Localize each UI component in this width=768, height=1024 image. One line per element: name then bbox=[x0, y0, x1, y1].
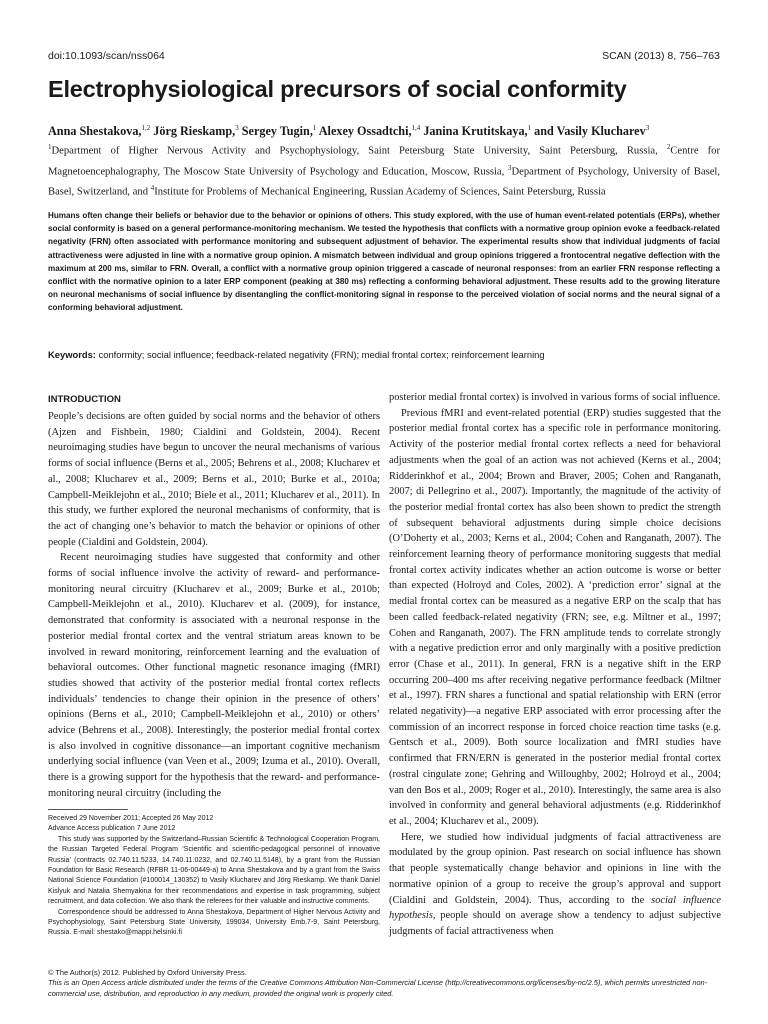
footnote-divider bbox=[48, 809, 128, 810]
copyright-line: © The Author(s) 2012. Published by Oxford University Press. bbox=[48, 968, 247, 977]
correspondence-note: Correspondence should be addressed to Anna Shestakova, Department of Higher Nervous Activity and Psychophysiology, Saint Petersburg State University, 199034, University Emb.7-9, Saint Petersburg, Russia. E-mail: shestako@mappi.helsinki.fi bbox=[48, 908, 380, 937]
paragraph: Previous fMRI and event-related potential (ERP) studies suggested that the posterior medial frontal cortex has a specific role in performance monitoring. Activity of the posterior medial frontal cortex reflects a need for behavioral adjustments when the goal of an action was not achieved (Kerns et al., 2004; Ridderinkhof et al., 2004; Brown and Braver, 2005; Cohen and Ranganath, 2007; di Pellegrino et al., 2007). Importantly, the magnitude of the activity of the posterior medial frontal cortex has also been shown to predict the strength of subsequent behavioral adjustments during simple choice decisions (O’Doherty et al., 2003; Kerns et al., 2004; Cohen and Ranganath, 2007). The reinforcement learning theory of performance monitoring suggests that medial frontal cortex activity indicates whether an action outcome is worse or better than expected (Holroyd and Coles, 2002). A ‘prediction error’ signal at the medial frontal cortex can be measured as a negative ERP on the scalp that has been called feedback-related negativity (FRN; see, e.g. Miltner et al., 1997; Cohen and Ranganath, 2007). The FRN amplitude tends to correlate strongly with a negative prediction error and only marginally with a positive prediction error (Chase et al., 2011). In general, FRN is a negative shift in the ERP occurring 200–400 ms after receiving negative performance feedback (Miltner et al., 1997). FRN shares a functional and spatial relationship with ERN (error related negativity)—a negative ERP associated with error processing after the commission of an incorrect response in forced choice reaction time tasks (e.g. Gentsch et al., 2009). Both source localization and fMRI studies have confirmed that FRN/ERN is generated in the posterior medial frontal cortex (rostral cingulate zone; Gehring and Willoughby, 2002; Holroyd et al., 2004; van den Bos et al., 2009; Roger et al., 2010). Interestingly, the same area is also involved in conformity and general behavioral adjustments (e.g. Ridderinkhof et al., 2004; Klucharev et al., 2009). bbox=[389, 407, 721, 827]
license-text: This is an Open Access article distributed under the terms of the Creative Commons Attribution Non-Commercial License (http://creativecommons.org/licenses/by-nc/2.5), which permits unrestricted non-commercial use, distribution, and reproduction in any medium, provided the original work is properly cited. bbox=[48, 978, 708, 998]
author: Sergey Tugin,$^1$ bbox=[241, 124, 317, 139]
journal-citation: SCAN (2013) 8, 756–763 bbox=[602, 50, 720, 62]
paragraph: Recent neuroimaging studies have suggested that conformity and other forms of social influence involve the activity of reward- and performance-monitoring neural circuitry (Klucharev et al., 2009; Burke et al., 2010b; Campbell-Meiklejohn et al., 2010). Klucharev et al. (2009), for instance, demonstrated that conformity is associated with a neuronal response in the posterior medial frontal cortex and the ventral striatum areas known to be involved in reward monitoring, reinforcement learning and the evaluation of behavioral outcomes. Other functional magnetic resonance imaging (fMRI) studies showed that activity of the posterior medial frontal cortex reflects individuals’ tendencies to change their opinion in the presence of others’ opinions (Berns et al., 2010; Campbell-Meiklejohn et al., 2010) or others’ advice (Behrens et al., 2008). Interestingly, the posterior medial frontal cortex is also involved in cognitive dissonance—an important cognitive mechanism underlying social influence (van Veen et al., 2009; Izuma et al., 2010). Overall, there is a growing support for the hypothesis that the reward- and performance-monitoring neural circuitry (including the bbox=[48, 552, 380, 799]
copyright-notice bbox=[48, 968, 720, 999]
author: Jörg Rieskamp,$^3$ bbox=[153, 124, 239, 139]
section-heading: INTRODUCTION bbox=[48, 394, 121, 405]
doi-link[interactable]: doi:10.1093/scan/nss064 bbox=[48, 50, 165, 62]
paragraph: posterior medial frontal cortex) is involved in various forms of social influence. bbox=[389, 392, 721, 403]
running-header bbox=[48, 50, 720, 66]
article-title: Electrophysiological precursors of social conformity bbox=[48, 76, 627, 102]
advance-access-date: Advance Access publication 7 June 2012 bbox=[48, 825, 176, 833]
affiliations: $^1$Department of Higher Nervous Activity and Psychophysiology, Saint Petersburg State University, Saint Petersburg, Russia, $^2$Centre for Magnetoencephalography, The Moscow State University of Psychology and Education, Moscow, Russia, $^3$Department of Psychology, University of Basel, Basel, Switzerland, and $^4$Institute for Problems of Mechanical Engineering, Russian Academy of Sciences, Saint Petersburg, Russia bbox=[48, 143, 720, 198]
paragraph: People’s decisions are often guided by social norms and the behavior of others (Ajzen and Fishbein, 1980; Cialdini and Goldstein, 2004). Recent neuroimaging studies have begun to uncover the neural mechanisms of various forms of social influence (Berns et al., 2005; Behrens et al., 2008; Klucharev et al., 2008; Klucharev et al., 2009; Berns et al., 2010; Burke et al., 2010a; Campbell-Meiklejohn et al., 2010; Biele et al., 2011; Klucharev et al., 2011). In this study, we further explored the neuronal mechanisms of conformity, that is the act of changing one’s behavior to match the behavior or opinions of other people (Cialdini and Goldstein, 2004). bbox=[48, 411, 380, 548]
keywords-label: Keywords: bbox=[48, 349, 96, 360]
author-list bbox=[48, 124, 728, 139]
paragraph: Here, we studied how individual judgments of facial attractiveness are modulated by the group opinion. Past research on social influence has shown that people systematically change behavior and opinions in line with the normative opinion of a group to receive the group’s approval and support (Cialdini and Goldstein, 2004). Thus, according to the social influence hypothesis, people should on average show a tendency to adjust subjective judgments of facial attractiveness when bbox=[389, 831, 722, 937]
author: Janina Krutitskaya,$^1$ bbox=[423, 124, 532, 139]
left-column bbox=[48, 392, 380, 802]
author: and Vasily Klucharev$^3$ bbox=[534, 124, 650, 139]
keywords-text: conformity; social influence; feedback-related negativity (FRN); medial frontal cortex; reinforcement learning bbox=[98, 349, 545, 360]
author: Alexey Ossadtchi,$^{1,4}$ bbox=[318, 124, 421, 139]
footnotes bbox=[48, 814, 380, 939]
right-column bbox=[389, 390, 721, 940]
keywords bbox=[48, 349, 720, 360]
funding-note: This study was supported by the Switzerland–Russian Scientific & Technological Cooperation Program, the Russian Targeted Federal Program ‘Scientific and scientific-pedagogical personnel of innovative Russia’ (contracts 02.740.11.5233, 14.740.11.0232, and 02.740.11.5148), by a grant from the Russian Foundation for Basic Research (RFBR 11-06-00449-a) to Anna Shestakova and by a grant from the Swiss National Science Foundation (#100014_130352) to Vasily Klucharev and Jörg Rieskamp. We thank Daniel Kislyuk and Natalia Shemyakina for their recommendations and expertise in task programming, subject recruitment, and data collection. We also thank the referees for their valuable and instructive comments. bbox=[48, 835, 380, 906]
author: Anna Shestakova,$^{1,2}$ bbox=[48, 124, 151, 139]
received-date: Received 29 November 2011; Accepted 26 May 2012 bbox=[48, 815, 214, 822]
abstract: Humans often change their beliefs or behavior due to the behavior or opinions of others. This study explored, with the use of human event-related potentials (ERPs), whether social conformity is based on a general performance-monitoring mechanism. We tested the hypothesis that conflicts with a normative group opinion evoke a feedback-related negativity (FRN) often associated with performance monitoring and subsequent adjustment of behavior. The experimental results show that individual judgments of facial attractiveness were adjusted in line with a normative group opinion. A mismatch between individual and group opinions triggered a frontocentral negative deflection with the maximum at 200 ms, similar to FRN. Overall, a conflict with a normative group opinion triggered a cascade of neuronal responses: from an earlier FRN response reflecting a conflict with the normative opinion to a later ERP component (peaking at 380 ms) reflecting a conforming behavioral adjustment. These results add to the growing literature on neuronal mechanisms of social influence by disentangling the conflict-monitoring signal in response to the perceived violation of social norms and the neural signal of a conforming behavioral adjustment. bbox=[48, 211, 720, 313]
